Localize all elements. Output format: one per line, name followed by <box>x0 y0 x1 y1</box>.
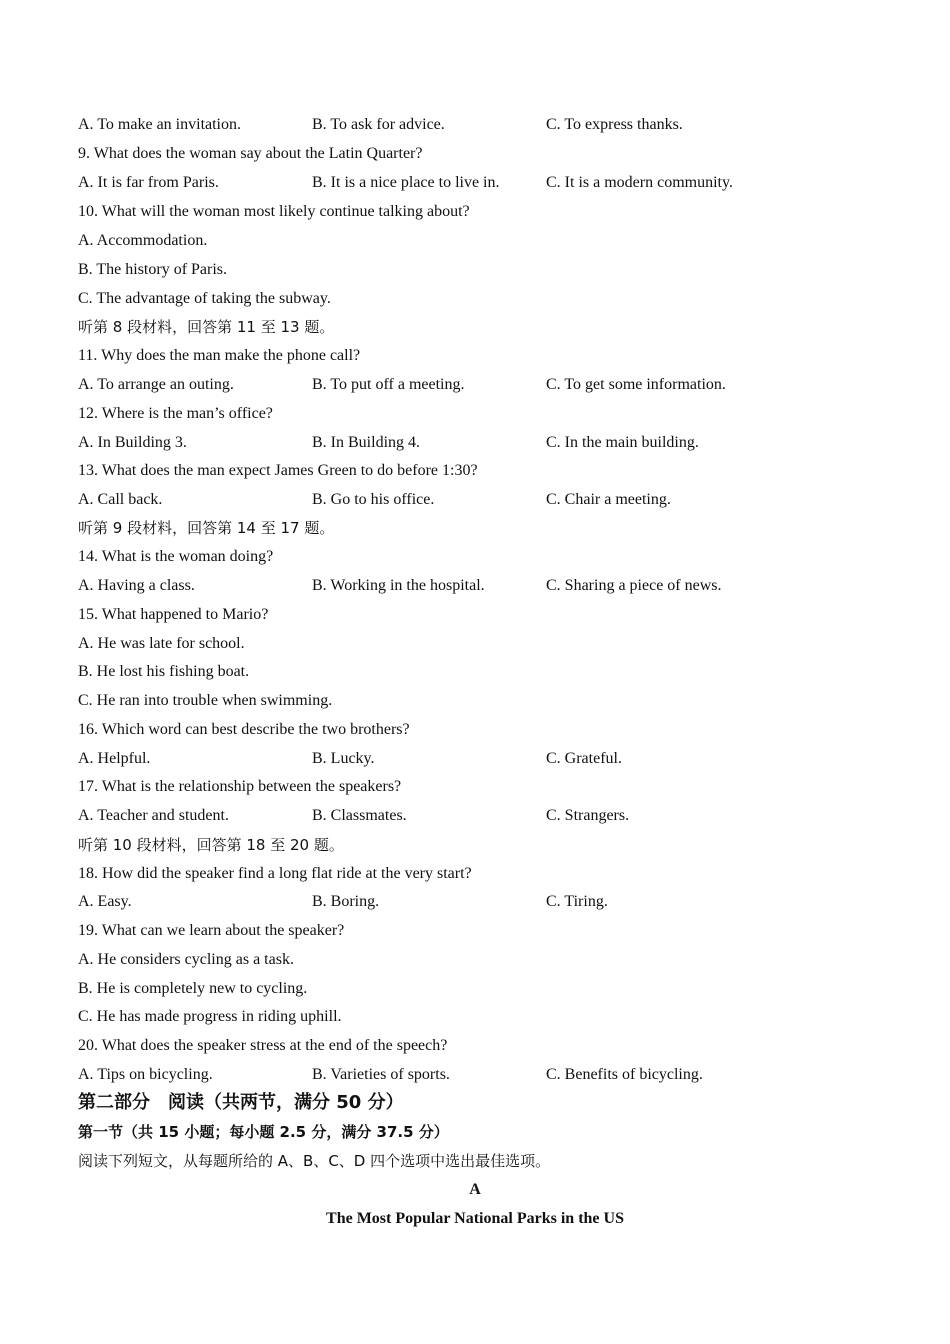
q15-option-c: C. He ran into trouble when swimming. <box>78 692 333 709</box>
q18-option-b: B. Boring. <box>312 893 380 910</box>
q8-option-b: B. To ask for advice. <box>312 116 445 133</box>
q17-option-b: B. Classmates. <box>312 807 407 824</box>
q10-question: 10. What will the woman most likely continue talking about? <box>78 203 470 220</box>
q20-option-b: B. Varieties of sports. <box>312 1066 450 1083</box>
q18-option-a: A. Easy. <box>78 893 132 910</box>
q20-question: 20. What does the speaker stress at the end of the speech? <box>78 1037 448 1054</box>
q19-option-c: C. He has made progress in riding uphill. <box>78 1008 342 1025</box>
q10-option-c: C. The advantage of taking the subway. <box>78 290 331 307</box>
q19-option-b: B. He is completely new to cycling. <box>78 980 308 997</box>
q9-option-a: A. It is far from Paris. <box>78 174 219 191</box>
q8-option-c: C. To express thanks. <box>546 116 683 133</box>
section-9-instruction: 听第 9 段材料，回答第 14 至 17 题。 <box>78 519 335 537</box>
passage-letter: A <box>469 1181 481 1198</box>
q18-question: 18. How did the speaker find a long flat ride at the very start? <box>78 865 472 882</box>
reading-instruction: 阅读下列短文，从每题所给的 A、B、C、D 四个选项中选出最佳选项。 <box>78 1152 551 1170</box>
q12-option-b: B. In Building 4. <box>312 434 421 451</box>
q11-option-b: B. To put off a meeting. <box>312 376 465 393</box>
part-2-heading: 第二部分 阅读（共两节，满分 50 分） <box>78 1092 404 1113</box>
q15-option-b: B. He lost his fishing boat. <box>78 663 250 680</box>
q13-option-c: C. Chair a meeting. <box>546 491 671 508</box>
q19-option-a: A. He considers cycling as a task. <box>78 951 294 968</box>
q16-option-a: A. Helpful. <box>78 750 151 767</box>
q15-question: 15. What happened to Mario? <box>78 606 269 623</box>
q9-option-b: B. It is a nice place to live in. <box>312 174 500 191</box>
q10-option-a: A. Accommodation. <box>78 232 208 249</box>
q11-question: 11. Why does the man make the phone call? <box>78 347 361 364</box>
q17-option-c: C. Strangers. <box>546 807 630 824</box>
q14-option-a: A. Having a class. <box>78 577 195 594</box>
q15-option-a: A. He was late for school. <box>78 635 245 652</box>
q12-option-a: A. In Building 3. <box>78 434 187 451</box>
q17-question: 17. What is the relationship between the speakers? <box>78 778 402 795</box>
q13-option-b: B. Go to his office. <box>312 491 435 508</box>
q20-option-a: A. Tips on bicycling. <box>78 1066 213 1083</box>
q8-option-a: A. To make an invitation. <box>78 116 241 133</box>
q20-option-c: C. Benefits of bicycling. <box>546 1066 703 1083</box>
q9-option-c: C. It is a modern community. <box>546 174 733 191</box>
q14-option-b: B. Working in the hospital. <box>312 577 485 594</box>
q9-question: 9. What does the woman say about the Latin Quarter? <box>78 145 423 162</box>
q10-option-b: B. The history of Paris. <box>78 261 228 278</box>
q13-question: 13. What does the man expect James Green to do before 1:30? <box>78 462 478 479</box>
q17-option-a: A. Teacher and student. <box>78 807 229 824</box>
part-2-section-1-heading: 第一节（共 15 小题；每小题 2.5 分，满分 37.5 分） <box>78 1123 449 1141</box>
section-10-instruction: 听第 10 段材料，回答第 18 至 20 题。 <box>78 836 344 854</box>
q11-option-c: C. To get some information. <box>546 376 726 393</box>
q16-question: 16. Which word can best describe the two brothers? <box>78 721 410 738</box>
q14-question: 14. What is the woman doing? <box>78 548 274 565</box>
q16-option-b: B. Lucky. <box>312 750 375 767</box>
q13-option-a: A. Call back. <box>78 491 163 508</box>
q11-option-a: A. To arrange an outing. <box>78 376 234 393</box>
q12-question: 12. Where is the man’s office? <box>78 405 273 422</box>
q18-option-c: C. Tiring. <box>546 893 608 910</box>
q19-question: 19. What can we learn about the speaker? <box>78 922 345 939</box>
section-8-instruction: 听第 8 段材料，回答第 11 至 13 题。 <box>78 318 335 336</box>
q12-option-c: C. In the main building. <box>546 434 699 451</box>
passage-title: The Most Popular National Parks in the US <box>326 1210 624 1227</box>
q14-option-c: C. Sharing a piece of news. <box>546 577 722 594</box>
q16-option-c: C. Grateful. <box>546 750 622 767</box>
